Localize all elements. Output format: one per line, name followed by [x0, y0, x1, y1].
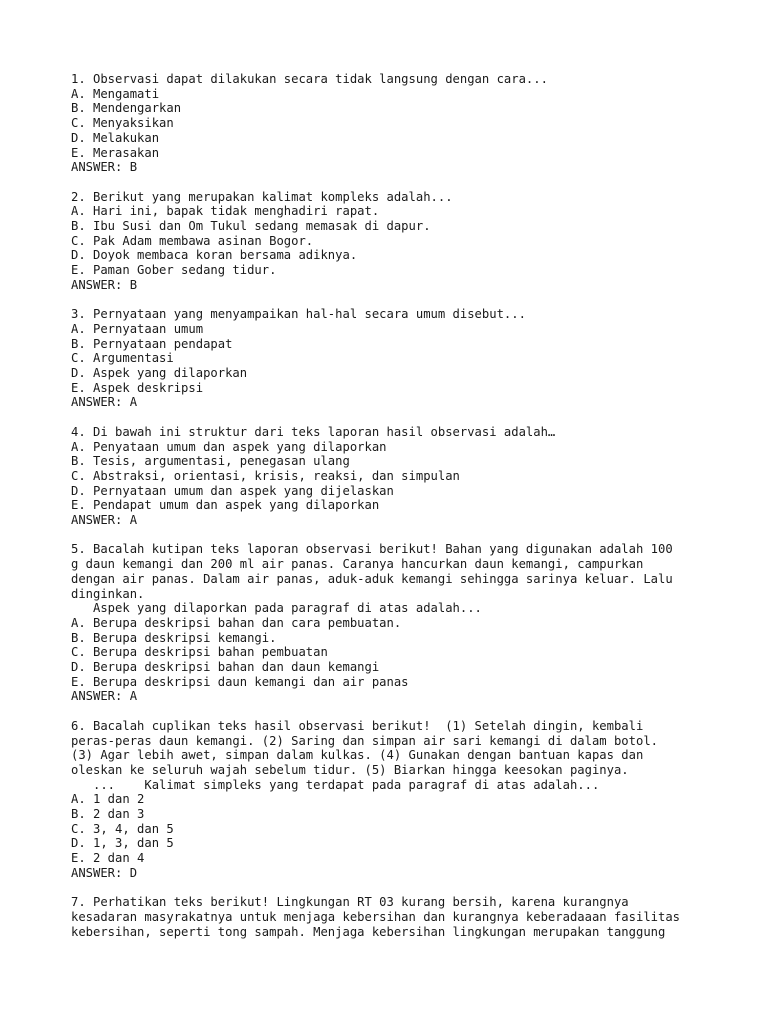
option-d: D. 1, 3, dan 5: [71, 836, 174, 851]
question-text: 6. Bacalah cuplikan teks hasil observasi berikut! (1) Setelah dingin, kembali: [71, 718, 644, 733]
option-a: A. 1 dan 2: [71, 792, 145, 807]
option-b: B. Mendengarkan: [71, 101, 182, 116]
option-c: C. Menyaksikan: [71, 116, 174, 131]
question-1: [71, 72, 701, 175]
question-prompt: ... Kalimat simpleks yang terdapat pada paragraf di atas adalah...: [71, 777, 600, 792]
answer: ANSWER: A: [71, 689, 138, 704]
question-7: [71, 895, 701, 939]
option-e: E. Aspek deskripsi: [71, 380, 204, 395]
question-3: [71, 307, 701, 410]
answer: ANSWER: B: [71, 160, 138, 175]
answer: ANSWER: D: [71, 865, 138, 880]
question-text: kebersihan, seperti tong sampah. Menjaga kebersihan lingkungan merupakan tanggung: [71, 924, 666, 939]
question-text: 2. Berikut yang merupakan kalimat kompleks adalah...: [71, 189, 453, 204]
option-c: C. Abstraksi, orientasi, krisis, reaksi, dan simpulan: [71, 468, 460, 483]
question-text: 4. Di bawah ini struktur dari teks laporan hasil observasi adalah…: [71, 424, 556, 439]
question-prompt: Aspek yang dilaporkan pada paragraf di atas adalah...: [71, 601, 482, 616]
question-text: oleskan ke seluruh wajah sebelum tidur. (5) Biarkan hingga keesokan paginya.: [71, 762, 629, 777]
option-d: D. Berupa deskripsi bahan dan daun kemangi: [71, 660, 380, 675]
option-a: A. Hari ini, bapak tidak menghadiri rapat.: [71, 204, 380, 219]
question-6: [71, 719, 701, 881]
option-e: E. Pendapat umum dan aspek yang dilaporkan: [71, 498, 380, 513]
option-e: E. Paman Gober sedang tidur.: [71, 263, 277, 278]
question-text: (3) Agar lebih awet, simpan dalam kulkas. (4) Gunakan dengan bantuan kapas dan: [71, 748, 644, 763]
option-a: A. Penyataan umum dan aspek yang dilaporkan: [71, 439, 387, 454]
option-c: C. Berupa deskripsi bahan pembuatan: [71, 645, 328, 660]
document-body: [71, 72, 701, 954]
option-a: A. Pernyataan umum: [71, 321, 204, 336]
question-text: peras-peras daun kemangi. (2) Saring dan simpan air sari kemangi di dalam botol.: [71, 733, 658, 748]
option-a: A. Mengamati: [71, 86, 160, 101]
question-text: dinginkan.: [71, 586, 145, 601]
question-text: kesadaran masyrakatnya untuk menjaga kebersihan dan kurangnya keberadaaan fasilitas: [71, 909, 681, 924]
option-e: E. 2 dan 4: [71, 851, 145, 866]
question-text: 3. Pernyataan yang menyampaikan hal-hal secara umum disebut...: [71, 307, 526, 322]
answer: ANSWER: A: [71, 513, 138, 528]
answer: ANSWER: B: [71, 277, 138, 292]
question-5: [71, 542, 701, 704]
option-b: B. Berupa deskripsi kemangi.: [71, 630, 277, 645]
option-b: B. Tesis, argumentasi, penegasan ulang: [71, 454, 350, 469]
option-e: E. Berupa deskripsi daun kemangi dan air panas: [71, 674, 409, 689]
option-e: E. Merasakan: [71, 145, 160, 160]
option-d: D. Doyok membaca koran bersama adiknya.: [71, 248, 358, 263]
option-d: D. Melakukan: [71, 130, 160, 145]
option-c: C. Argumentasi: [71, 351, 174, 366]
question-text: 7. Perhatikan teks berikut! Lingkungan RT 03 kurang bersih, karena kurangnya: [71, 895, 629, 910]
option-c: C. Pak Adam membawa asinan Bogor.: [71, 233, 314, 248]
question-2: [71, 190, 701, 293]
question-text: dengan air panas. Dalam air panas, aduk-aduk kemangi sehingga sarinya keluar. Lalu: [71, 571, 673, 586]
option-a: A. Berupa deskripsi bahan dan cara pembuatan.: [71, 615, 402, 630]
option-c: C. 3, 4, dan 5: [71, 821, 174, 836]
option-d: D. Pernyataan umum dan aspek yang dijelaskan: [71, 483, 394, 498]
option-b: B. 2 dan 3: [71, 807, 145, 822]
question-4: [71, 425, 701, 528]
option-b: B. Ibu Susi dan Om Tukul sedang memasak di dapur.: [71, 219, 431, 234]
answer: ANSWER: A: [71, 395, 138, 410]
question-text: g daun kemangi dan 200 ml air panas. Caranya hancurkan daun kemangi, campurkan: [71, 557, 644, 572]
question-text: 5. Bacalah kutipan teks laporan observasi berikut! Bahan yang digunakan adalah 100: [71, 542, 673, 557]
question-text: 1. Observasi dapat dilakukan secara tidak langsung dengan cara...: [71, 72, 548, 86]
option-b: B. Pernyataan pendapat: [71, 336, 233, 351]
option-d: D. Aspek yang dilaporkan: [71, 366, 248, 381]
